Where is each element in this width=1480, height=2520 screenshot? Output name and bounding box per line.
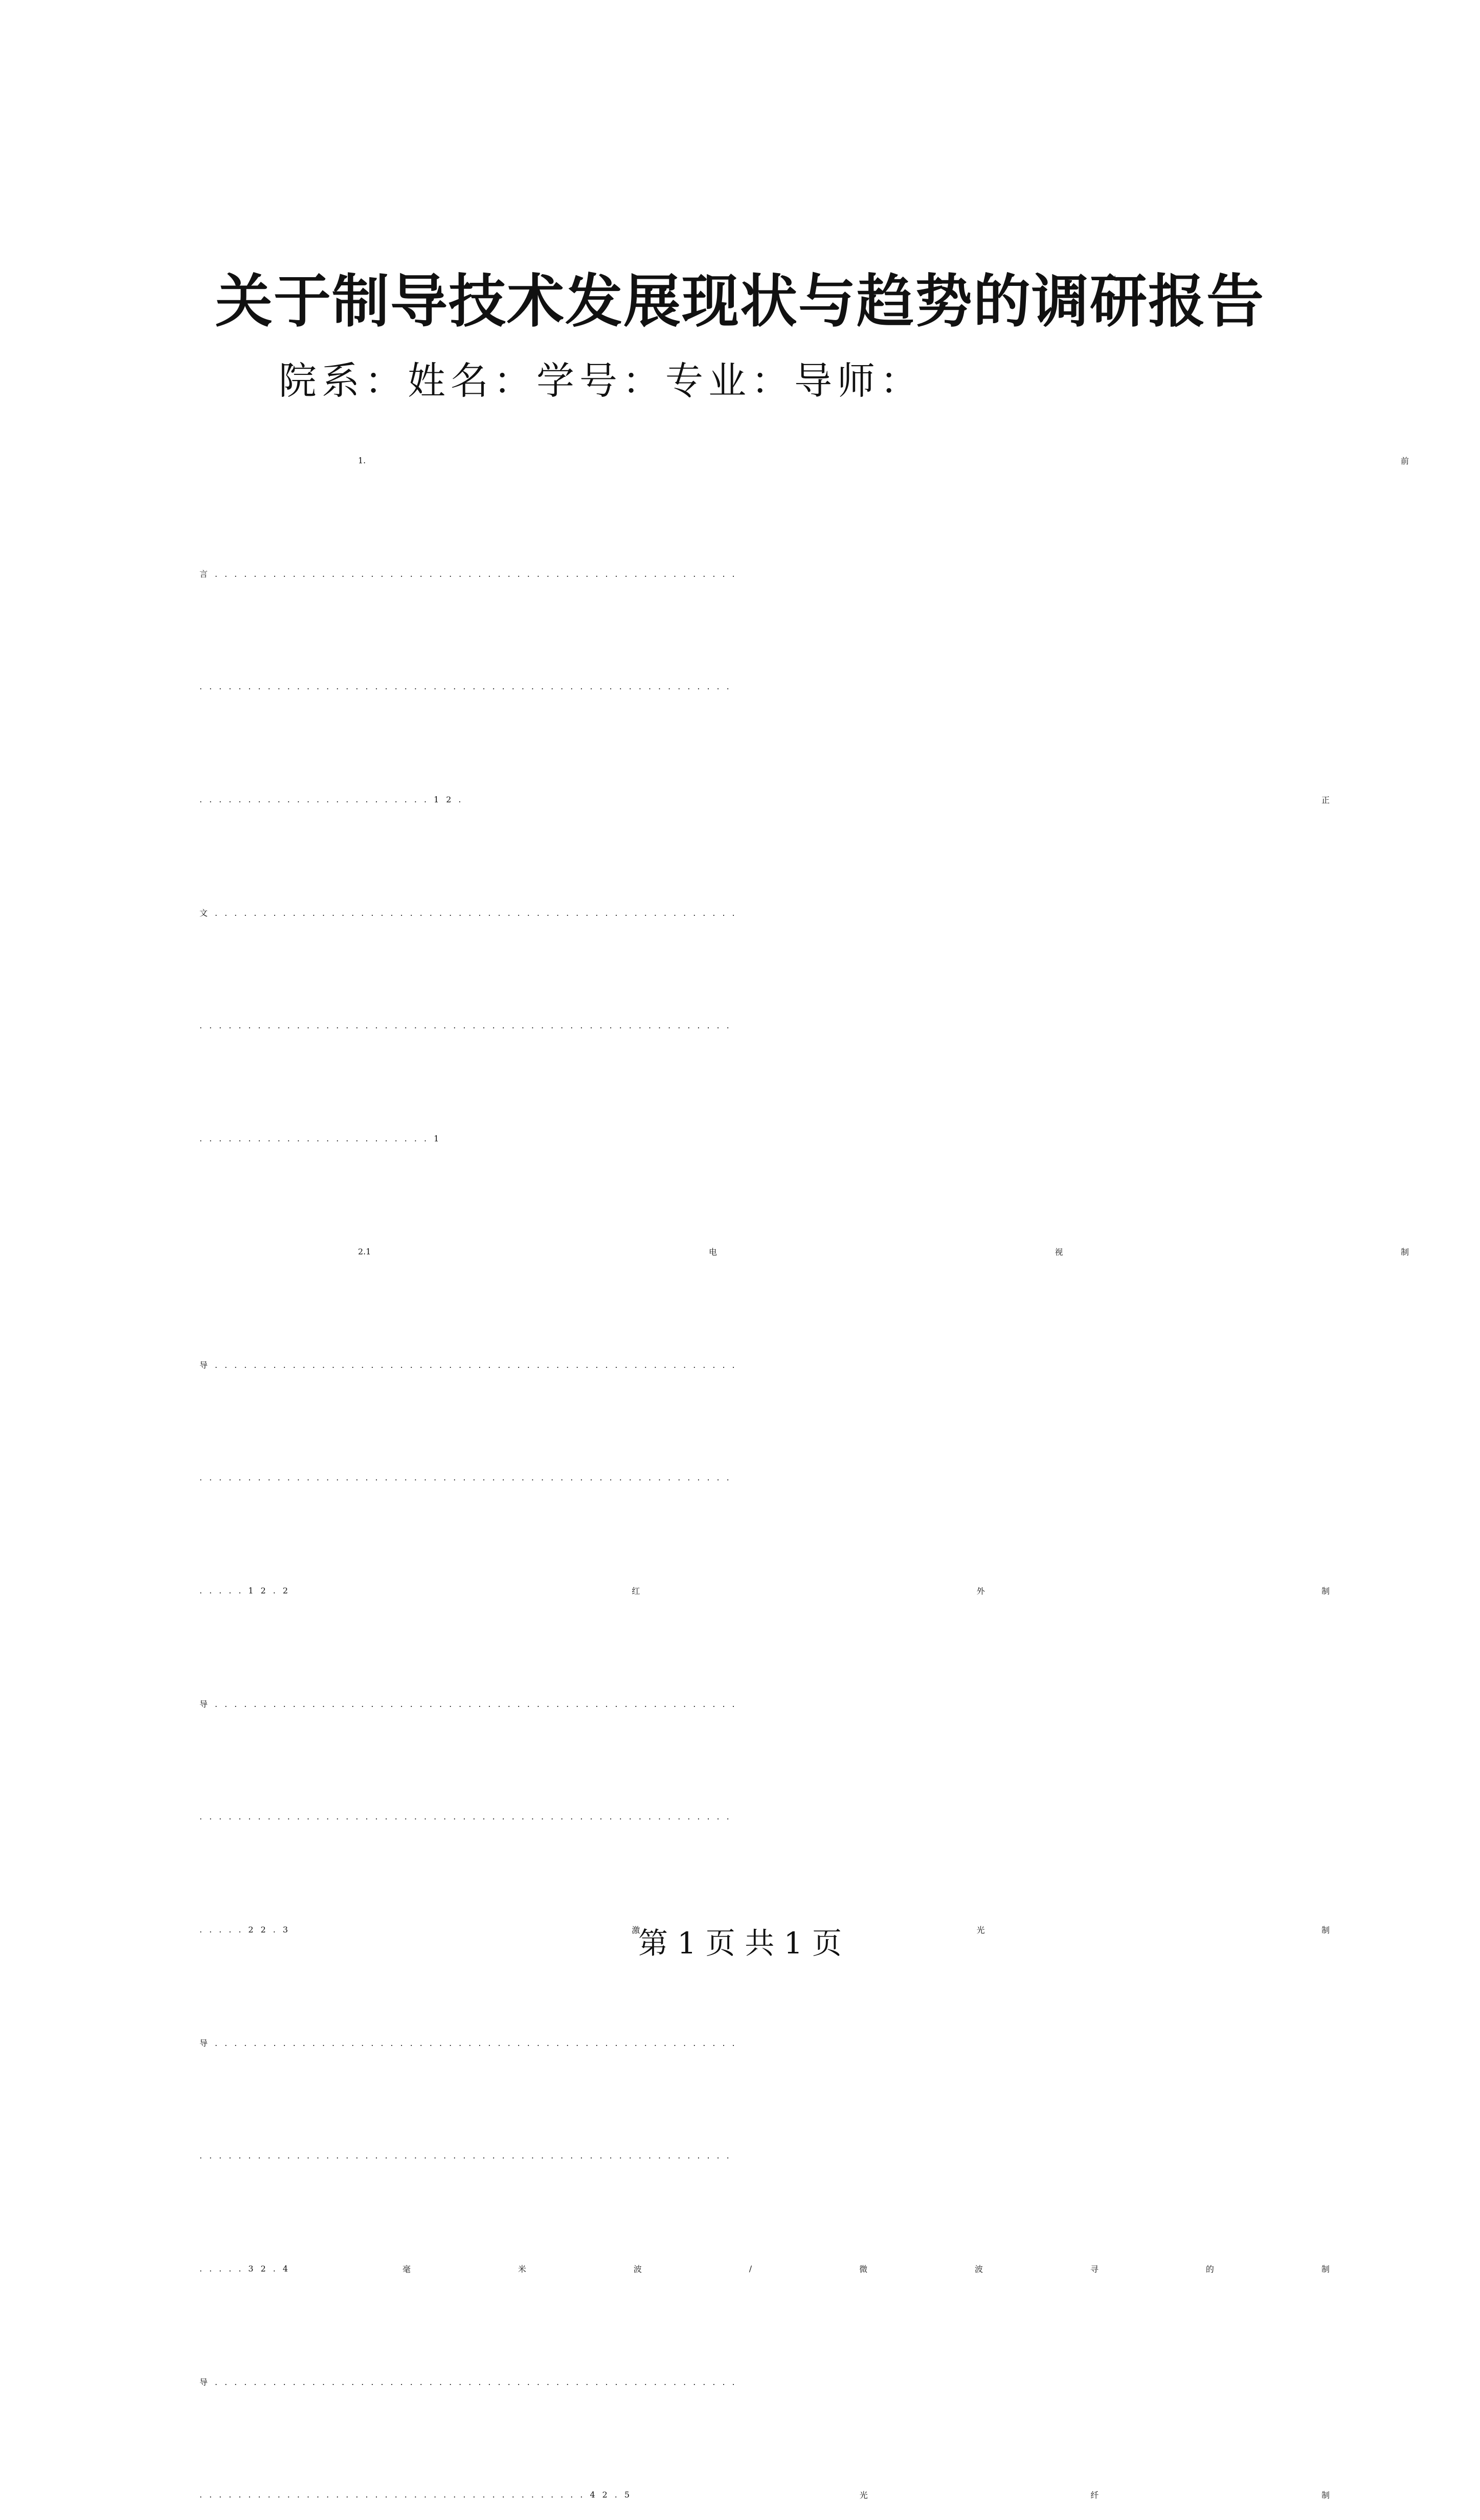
toc-cell: 毫 — [402, 2264, 411, 2274]
toc-line — [199, 1791, 1330, 1842]
toc-line — [199, 1113, 1330, 1164]
toc-cell: 光 — [976, 1925, 985, 1935]
toc-cell: 波 — [633, 2264, 642, 2274]
toc-cell: 微 — [859, 2264, 868, 2274]
toc-line — [199, 2469, 1330, 2520]
document-title: 关于制导技术发展现状与趋势的调研报告 — [215, 268, 1265, 335]
toc-cell: 2.1 — [358, 1246, 371, 1256]
toc-line — [199, 887, 1330, 938]
toc-cell: 波 — [975, 2264, 983, 2274]
toc-cell: 寻 — [1090, 2264, 1098, 2274]
toc-text: 导...................................................... — [199, 1360, 742, 1370]
toc-text: ....................................................... — [199, 2150, 736, 2161]
page-footer: 第 1 页 共 1 页 — [638, 1926, 842, 1961]
toc-text: ....................................................... — [199, 681, 736, 691]
toc-text: ....................................................... — [199, 1020, 736, 1030]
toc-cell: 制 — [1321, 1586, 1330, 1596]
toc-cell: 制 — [1321, 1925, 1330, 1935]
toc-cell: 制 — [1321, 2264, 1330, 2274]
toc-text: 导...................................................... — [199, 2377, 742, 2387]
toc-cell: 视 — [1055, 1247, 1063, 1257]
toc-text: 文...................................................... — [199, 908, 742, 918]
toc-cell: 电 — [708, 1247, 717, 1257]
toc-cell: .....32.4 — [199, 2263, 296, 2274]
toc-cell: 的 — [1205, 2264, 1214, 2274]
toc-line — [199, 661, 1330, 712]
toc-line — [199, 2356, 1330, 2407]
author-info-line: 院系：姓名：学号：专业：导师： — [279, 359, 923, 403]
toc-cell: 制 — [1400, 1247, 1409, 1257]
toc-line — [199, 2130, 1330, 2181]
toc-cell: ........................................42.5 — [199, 2489, 637, 2500]
toc-cell: 纤 — [1090, 2490, 1099, 2500]
toc-line — [199, 1000, 1330, 1051]
toc-text: ....................................................... — [199, 1811, 736, 1821]
toc-line — [199, 2017, 1330, 2068]
toc-line — [199, 1678, 1330, 1729]
toc-cell: 红 — [632, 1586, 640, 1596]
toc-cell: 正 — [1321, 795, 1330, 805]
toc-cell: .....22.3 — [199, 1924, 296, 1934]
toc-line — [199, 1452, 1330, 1503]
toc-line — [199, 1339, 1330, 1390]
toc-cell: 外 — [976, 1586, 985, 1596]
toc-line — [199, 548, 1330, 599]
toc-line — [279, 435, 1409, 486]
toc-text: ....................................................... — [199, 1472, 736, 1482]
toc-text: ........................1 — [199, 1133, 446, 1143]
toc-text: 导...................................................... — [199, 2038, 742, 2048]
toc-cell: 米 — [518, 2264, 526, 2274]
toc-cell: 前 — [1400, 456, 1409, 466]
toc-text: 言...................................................... — [199, 569, 742, 579]
toc-line — [279, 1226, 1409, 1277]
toc-cell: 制 — [1321, 2490, 1330, 2500]
toc-line — [199, 774, 1330, 825]
toc-text: 导...................................................... — [199, 1699, 742, 1709]
toc-cell: 激 — [632, 1925, 640, 1935]
toc-cell: / — [749, 2263, 752, 2274]
toc-cell: .....12.2 — [199, 1585, 296, 1595]
toc-cell: 1. — [358, 455, 366, 465]
toc-line — [199, 1565, 1330, 1616]
toc-cell: 光 — [859, 2490, 868, 2500]
toc-cell: ........................12. — [199, 794, 468, 804]
toc-line — [199, 2243, 1330, 2294]
